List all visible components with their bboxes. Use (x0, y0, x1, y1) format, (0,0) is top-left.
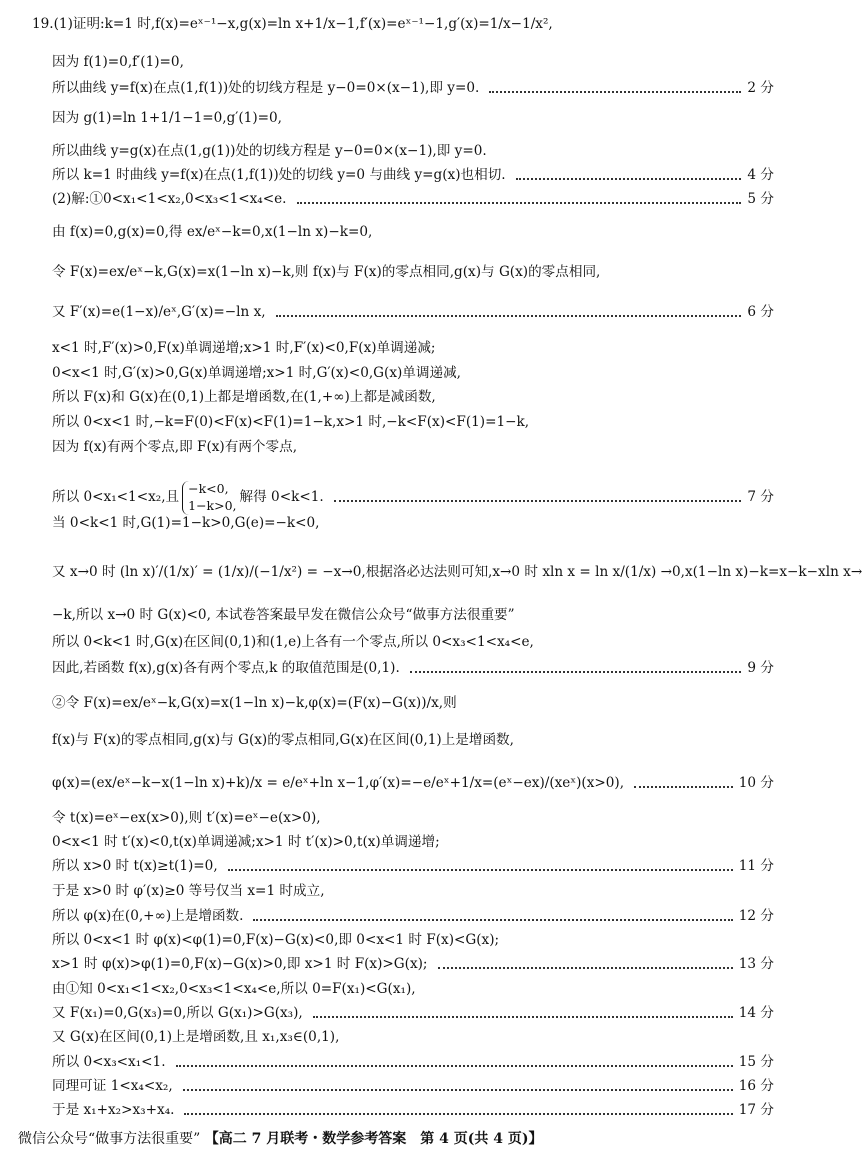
line-text: 又 G(x)在区间(0,1)上是增函数,且 x₁,x₃∈(0,1), (52, 1029, 340, 1045)
line-text: 同理可证 1<x₄<x₂, (52, 1078, 173, 1094)
solution-line (52, 226, 774, 240)
system-row: 1−k>0, (188, 497, 237, 513)
score-mark: 13 分 (738, 956, 774, 972)
score-mark: 7 分 (747, 489, 774, 506)
solution-line (52, 391, 774, 405)
solution-line (52, 1104, 774, 1118)
page-footer (18, 1128, 780, 1148)
line-text: f(x)与 F(x)的零点相同,g(x)与 G(x)的零点相同,G(x)在区间(0,1)上是增函数, (52, 732, 514, 748)
line-text: 又 F(x₁)=0,G(x₃)=0,所以 G(x₁)>G(x₃), (52, 1005, 303, 1021)
score-mark: 17 分 (738, 1102, 774, 1118)
footer-wechat: 微信公众号“做事方法很重要” (18, 1131, 201, 1147)
solution-line (52, 441, 774, 455)
leader-dots (253, 919, 732, 921)
line-text: 所以曲线 y=g(x)在点(1,g(1))处的切线方程是 y−0=0×(x−1),即 y=0. (52, 143, 487, 159)
score-mark: 14 分 (738, 1005, 774, 1021)
solution-line (52, 1080, 774, 1094)
score-mark: 15 分 (738, 1054, 774, 1070)
solution-line (52, 609, 774, 623)
solution-line (52, 169, 774, 183)
solution-line (52, 934, 774, 948)
line-text: 所以 0<x<1 时 φ(x)<φ(1)=0,F(x)−G(x)<0,即 0<x<1 时 F(x)<G(x); (52, 932, 500, 948)
leader-dots (438, 967, 733, 969)
line-text: 所以曲线 y=f(x)在点(1,f(1))处的切线方程是 y−0=0×(x−1),即 y=0. (52, 80, 480, 96)
leader-dots (183, 1089, 733, 1091)
solution-line (52, 145, 774, 159)
leader-dots (334, 500, 742, 502)
system-row: −k<0, (188, 481, 229, 496)
line-text: 所以 0<x<1 时,−k=F(0)<F(x)<F(1)=1−k,x>1 时,−k<F(x)<F(1)=1−k, (52, 414, 530, 430)
leader-dots (276, 315, 742, 317)
line-text: 所以 0<x₃<x₁<1. (52, 1054, 166, 1070)
line-text: ②令 F(x)=ex/eˣ−k,G(x)=x(1−ln x)−k,φ(x)=(F(x)−G(x))/x,则 (52, 695, 457, 711)
solution-line (52, 416, 774, 430)
solution-line (52, 193, 774, 207)
line-text: 又 F′(x)=e(1−x)/eˣ,G′(x)=−ln x, (52, 304, 266, 320)
line-text: 19.(1)证明:k=1 时,f(x)=eˣ⁻¹−x,g(x)=ln x+1/x−1,f′(x)=eˣ⁻¹−1,g′(x)=1/x−1/x², (32, 16, 553, 32)
line-text: x<1 时,F′(x)>0,F(x)单调递增;x>1 时,F′(x)<0,F(x)单调递减; (52, 340, 436, 356)
line-text: 又 x→0 时 (ln x)′/(1/x)′ = (1/x)/(−1/x²) = −x→0,根据洛必达法则可知,x→0 时 xln x = ln x/(1/x) →0,x(1−ln x)−k=x−k−xln x→ (52, 564, 862, 580)
line-text: x>1 时 φ(x)>φ(1)=0,F(x)−G(x)>0,即 x>1 时 F(x)>G(x); (52, 956, 428, 972)
solution-line (52, 636, 774, 650)
solution-line (52, 266, 774, 280)
leader-dots (297, 202, 742, 204)
line-text: −k,所以 x→0 时 G(x)<0, 本试卷答案最早发在微信公众号“做事方法很重要” (52, 607, 515, 623)
line-text: 所以 k=1 时曲线 y=f(x)在点(1,f(1))处的切线 y=0 与曲线 y=g(x)也相切. (52, 167, 506, 183)
line-text: 0<x<1 时,G′(x)>0,G(x)单调递增;x>1 时,G′(x)<0,G(x)单调递减, (52, 365, 461, 381)
solution-line (52, 910, 774, 924)
leader-dots (410, 671, 742, 673)
score-mark: 10 分 (738, 775, 774, 791)
line-text: 因为 f(1)=0,f′(1)=0, (52, 54, 184, 70)
line-text: 由 f(x)=0,g(x)=0,得 ex/eˣ−k=0,x(1−ln x)−k=0, (52, 224, 373, 240)
score-mark: 12 分 (738, 908, 774, 924)
line-text: 所以 0<k<1 时,G(x)在区间(0,1)和(1,e)上各有一个零点,所以 0<x₃<1<x₄<e, (52, 634, 534, 650)
solution-line (52, 481, 774, 515)
solution-line (52, 860, 774, 874)
solution-line (52, 112, 774, 126)
solution-line (52, 812, 774, 826)
leader-dots (313, 1016, 733, 1018)
score-mark: 6 分 (747, 304, 774, 320)
solution-line (52, 662, 774, 676)
line-text: 令 F(x)=ex/eˣ−k,G(x)=x(1−ln x)−k,则 f(x)与 F(x)的零点相同,g(x)与 G(x)的零点相同, (52, 264, 601, 280)
solution-line (52, 734, 774, 748)
line-text: 令 t(x)=eˣ−ex(x>0),则 t′(x)=eˣ−e(x>0), (52, 810, 321, 826)
solution-line (52, 983, 774, 997)
solution-line (52, 306, 774, 320)
line-text: 解得 0<k<1. (239, 489, 324, 506)
line-text: 0<x<1 时 t′(x)<0,t(x)单调递减;x>1 时 t′(x)>0,t(x)单调递增; (52, 834, 440, 850)
score-mark: 5 分 (747, 191, 774, 207)
solution-line (52, 1031, 774, 1045)
line-text: 于是 x>0 时 φ′(x)≥0 等号仅当 x=1 时成立, (52, 883, 325, 899)
solution-line (52, 56, 774, 70)
solution-line (52, 958, 774, 972)
score-mark: 16 分 (738, 1078, 774, 1094)
line-text: (2)解:①0<x₁<1<x₂,0<x₃<1<x₄<e. (52, 191, 287, 207)
solution-line (32, 18, 774, 32)
line-text: 于是 x₁+x₂>x₃+x₄. (52, 1102, 175, 1118)
solution-line (52, 885, 774, 899)
solution-line (52, 697, 774, 711)
line-text: φ(x)=(ex/eˣ−k−x(1−ln x)+k)/x = e/eˣ+ln x−1,φ′(x)=−e/eˣ+1/x=(eˣ−ex)/(xeˣ)(x>0), (52, 775, 625, 791)
line-text: 由①知 0<x₁<1<x₂,0<x₃<1<x₄<e,所以 0=F(x₁)<G(x₁), (52, 981, 416, 997)
solution-line (52, 517, 774, 531)
leader-dots (489, 91, 741, 93)
equation-system (182, 481, 236, 515)
line-text: 因为 g(1)=ln 1+1/1−1=0,g′(1)=0, (52, 110, 282, 126)
line-text: 所以 x>0 时 t(x)≥t(1)=0, (52, 858, 218, 874)
solution-line (52, 367, 774, 381)
leader-dots (634, 786, 733, 788)
leader-dots (176, 1065, 733, 1067)
line-text: 所以 F(x)和 G(x)在(0,1)上都是增函数,在(1,+∞)上都是减函数, (52, 389, 436, 405)
solution-line (52, 777, 774, 791)
solution-line (52, 564, 862, 580)
solution-line (52, 836, 774, 850)
score-mark: 9 分 (747, 660, 774, 676)
leader-dots (228, 869, 733, 871)
score-mark: 4 分 (747, 167, 774, 183)
score-mark: 11 分 (738, 858, 774, 874)
line-text: 当 0<k<1 时,G(1)=1−k>0,G(e)=−k<0, (52, 515, 320, 531)
line-text: 所以 φ(x)在(0,+∞)上是增函数. (52, 908, 244, 924)
leader-dots (184, 1113, 732, 1115)
score-mark: 2 分 (747, 80, 774, 96)
line-text: 因此,若函数 f(x),g(x)各有两个零点,k 的取值范围是(0,1). (52, 660, 400, 676)
solution-line (52, 1007, 774, 1021)
solution-line (52, 82, 774, 96)
footer-exam-info: 【高二 7 月联考・数学参考答案 第 4 页(共 4 页)】 (204, 1131, 543, 1147)
leader-dots (516, 178, 742, 180)
solution-line (52, 342, 774, 356)
line-text: 因为 f(x)有两个零点,即 F(x)有两个零点, (52, 439, 298, 455)
line-text: 所以 0<x₁<1<x₂,且 (52, 489, 180, 506)
solution-line (52, 1056, 774, 1070)
